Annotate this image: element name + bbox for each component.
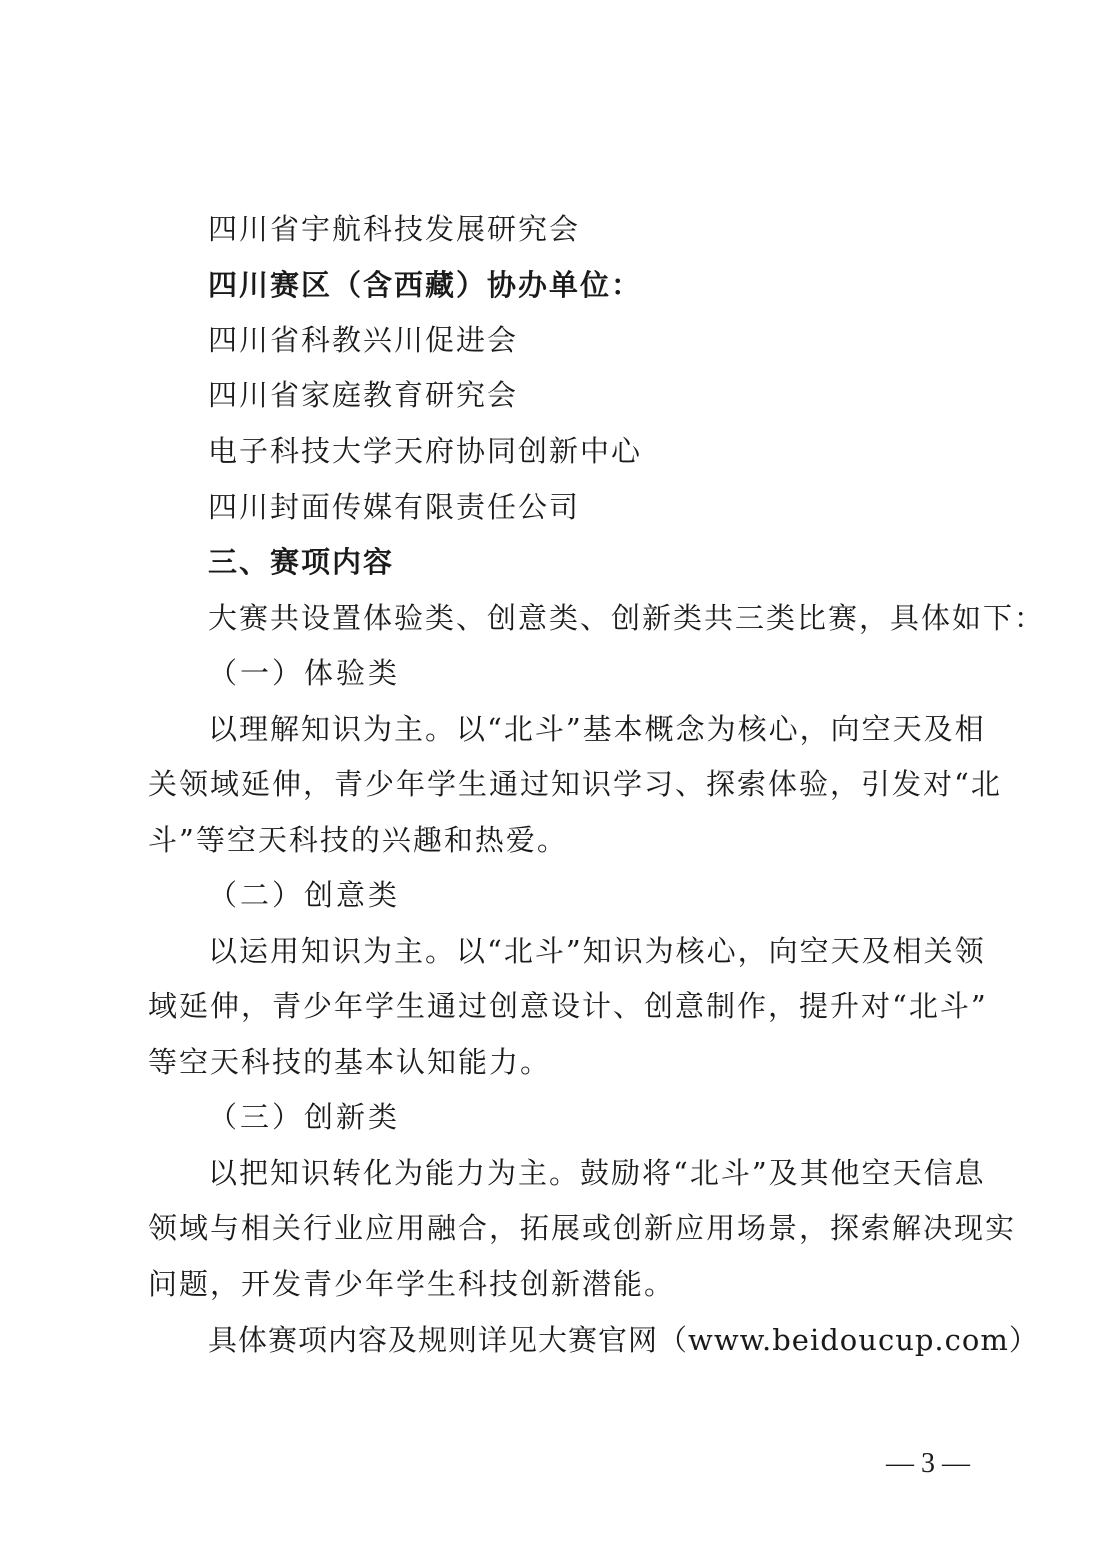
section-heading-contents: 三、赛项内容	[208, 545, 395, 579]
paragraph-line: 问题，开发青少年学生科技创新潜能。	[148, 1267, 676, 1301]
section-heading-co-organizers: 四川赛区（含西藏）协办单位：	[208, 268, 643, 302]
co-organizer-line: 四川封面传媒有限责任公司	[208, 490, 581, 524]
paragraph-line: 以理解知识为主。以“北斗”基本概念为核心，向空天及相	[208, 712, 986, 746]
co-organizer-line: 四川省家庭教育研究会	[208, 378, 519, 412]
paragraph-line: 斗”等空天科技的兴趣和热爱。	[148, 823, 568, 857]
organizer-line: 四川省宇航科技发展研究会	[208, 212, 581, 246]
paragraph-line: 等空天科技的基本认知能力。	[148, 1045, 552, 1079]
paragraph-line: 以把知识转化为能力为主。鼓励将“北斗”及其他空天信息	[208, 1156, 986, 1190]
subsection-heading: （一）体验类	[208, 656, 401, 690]
paragraph-line: 领域与相关行业应用融合，拓展或创新应用场景，探索解决现实	[148, 1211, 1017, 1245]
co-organizer-line: 四川省科教兴川促进会	[208, 323, 519, 357]
page-number: — 3 —	[886, 1448, 970, 1479]
subsection-heading: （二）创意类	[208, 878, 401, 912]
paragraph-line: 域延伸，青少年学生通过创意设计、创意制作，提升对“北斗”	[148, 989, 988, 1023]
paragraph-line-website: 具体赛项内容及规则详见大赛官网（www.beidoucup.com）	[208, 1323, 1039, 1357]
paragraph-line: 关领域延伸，青少年学生通过知识学习、探索体验，引发对“北	[148, 767, 1002, 801]
co-organizer-line: 电子科技大学天府协同创新中心	[208, 434, 643, 468]
paragraph-line: 大赛共设置体验类、创意类、创新类共三类比赛，具体如下：	[208, 601, 1046, 635]
subsection-heading: （三）创新类	[208, 1100, 401, 1134]
paragraph-line: 以运用知识为主。以“北斗”知识为核心，向空天及相关领	[208, 934, 986, 968]
